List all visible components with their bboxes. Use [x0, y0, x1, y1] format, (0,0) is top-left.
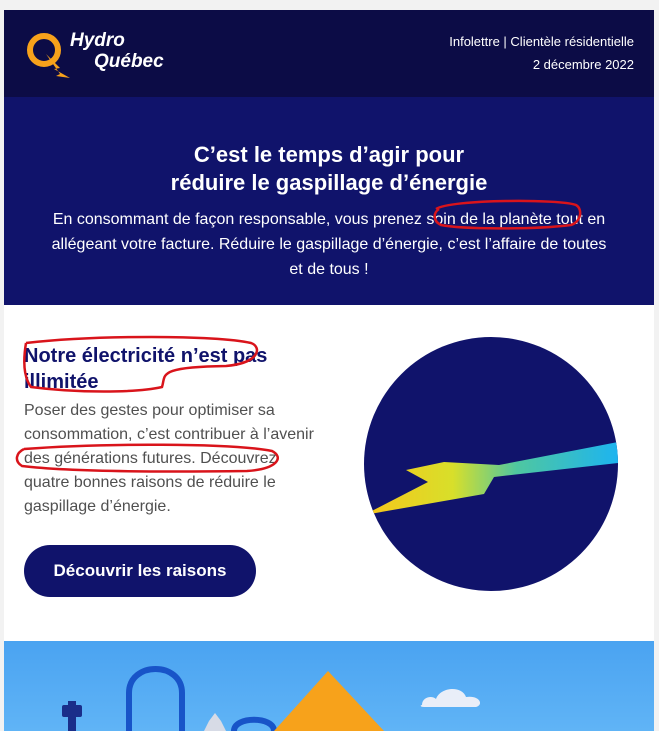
newsletter-email: [4, 10, 654, 731]
hero-text-start: En consommant de façon responsable, vous prenez: [52, 211, 427, 228]
header-meta: [449, 30, 634, 76]
hero-title-line-1: C’est le temps d’agir pour: [193, 142, 465, 167]
energy-bolt-illustration[interactable]: [364, 337, 618, 591]
discover-reasons-button[interactable]: Découvrir les raisons: [24, 545, 256, 597]
feature-text-start: Poser des gestes pour optimiser sa consommation, c’est contribuer à: [24, 402, 275, 443]
hero-banner: [4, 97, 654, 305]
feature-text: [24, 399, 314, 519]
logo-line-2: Québec: [94, 51, 164, 72]
feature-title: Notre électricité n’est pas illimitée: [24, 345, 268, 393]
feature-text-highlight: l’avenir des générations futures.: [24, 426, 314, 467]
hero-text-end: tout en allégeant votre facture. Réduire le gaspillage d’énergie, c’est l’affaire de toutes et de tous !: [51, 211, 607, 278]
hydro-quebec-logo[interactable]: [24, 28, 184, 88]
feature-text-end: Découvrez quatre bonnes raisons de réduire le gaspillage d’énergie.: [24, 450, 277, 515]
email-header: [4, 10, 654, 97]
issue-date: 2 décembre 2022: [532, 57, 634, 72]
hero-title-line-2: réduire le gaspillage d’énergie: [170, 170, 488, 195]
hero-text-highlight: soin de la planète: [426, 211, 552, 228]
feature-section: [4, 305, 654, 641]
hero-text: [44, 207, 614, 282]
household-illustration: [4, 641, 654, 731]
newsletter-label: Infolettre | Clientèle résidentielle: [449, 34, 634, 49]
hero-title: [4, 97, 654, 197]
logo-line-1: Hydro: [70, 30, 125, 51]
logo-wordmark: [70, 30, 164, 72]
illustration-banner: [4, 641, 654, 731]
